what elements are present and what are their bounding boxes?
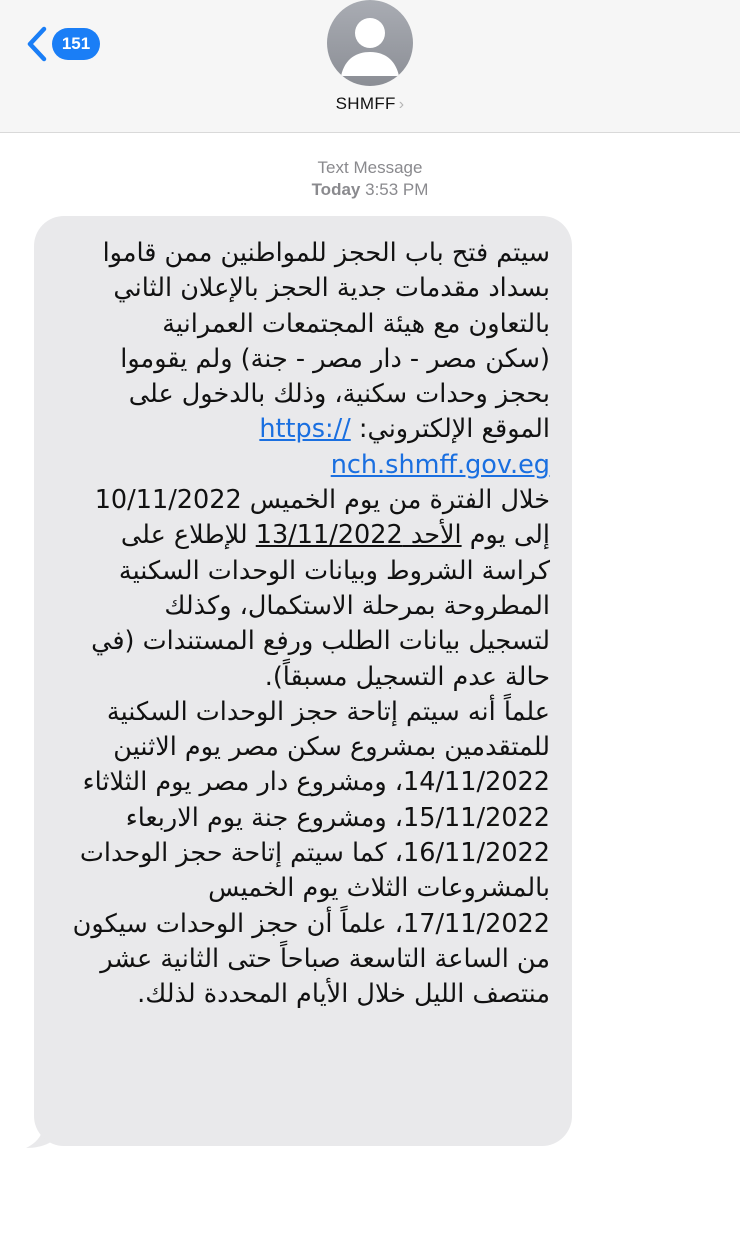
message-line xyxy=(56,412,550,447)
message-line: (سكن مصر - دار مصر - جنة) ولم يقوموا xyxy=(120,343,550,374)
message-line: للمتقدمين بمشروع سكن مصر يوم الاثنين xyxy=(113,732,550,763)
message-line xyxy=(56,448,550,483)
message-line: خلال الفترة من يوم الخميس 10/11/2022 xyxy=(94,485,550,516)
message-line: 15/11/2022، ومشروع جنة يوم الاربعاء xyxy=(125,802,550,833)
service-label: Text Message xyxy=(317,158,423,177)
message-line: 17/11/2022، علماً أن حجز الوحدات سيكون xyxy=(72,908,550,939)
message-text: إلى يوم xyxy=(461,520,550,551)
message-line: كراسة الشروط وبيانات الوحدات السكنية xyxy=(118,555,550,586)
message-line: بالتعاون مع هيئة المجتمعات العمرانية xyxy=(162,308,550,339)
back-button[interactable] xyxy=(26,22,100,66)
contact-name-button[interactable] xyxy=(0,94,740,114)
message-line: علماً أنه سيتم إتاحة حجز الوحدات السكنية xyxy=(106,696,550,727)
message-text: الموقع الإلكتروني: xyxy=(350,414,550,445)
thread-timestamp xyxy=(0,157,740,201)
message-line xyxy=(56,518,550,553)
url-link-domain[interactable]: nch.shmff.gov.eg xyxy=(330,449,550,480)
message-line: 14/11/2022، ومشروع دار مصر يوم الثلاثاء xyxy=(82,767,550,798)
chevron-right-icon: › xyxy=(398,96,405,113)
message-line: بالمشروعات الثلاث يوم الخميس xyxy=(208,873,550,904)
date-link[interactable]: الأحد 13/11/2022 xyxy=(255,520,462,551)
message-line: المطروحة بمرحلة الاستكمال، وكذلك xyxy=(164,590,550,621)
message-time: 3:53 PM xyxy=(365,180,429,199)
message-day: Today xyxy=(311,180,361,199)
person-icon xyxy=(327,0,413,86)
message-line: 16/11/2022، كما سيتم إتاحة حجز الوحدات xyxy=(79,838,550,869)
url-link[interactable]: https:// xyxy=(259,414,351,445)
message-body[interactable] xyxy=(34,216,572,1013)
message-line: منتصف الليل خلال الأيام المحددة لذلك. xyxy=(137,979,550,1010)
message-line: لتسجيل بيانات الطلب ورفع المستندات (في xyxy=(91,626,550,657)
unread-count-badge[interactable]: 151 xyxy=(52,28,100,60)
message-datetime xyxy=(0,179,740,201)
message-line: بحجز وحدات سكنية، وذلك بالدخول على xyxy=(128,379,550,410)
message-line: بسداد مقدمات جدية الحجز بالإعلان الثاني xyxy=(113,273,550,304)
message-line: سيتم فتح باب الحجز للمواطنين ممن قاموا xyxy=(102,238,550,268)
contact-avatar[interactable] xyxy=(327,0,413,86)
conversation-header xyxy=(0,0,740,133)
chevron-left-icon xyxy=(26,26,48,62)
message-line: من الساعة التاسعة صباحاً حتى الثانية عشر xyxy=(100,943,550,974)
contact-name: SHMFF xyxy=(335,94,396,113)
message-line: حالة عدم التسجيل مسبقاً). xyxy=(264,661,550,692)
message-text: للإطلاع على xyxy=(120,520,256,551)
